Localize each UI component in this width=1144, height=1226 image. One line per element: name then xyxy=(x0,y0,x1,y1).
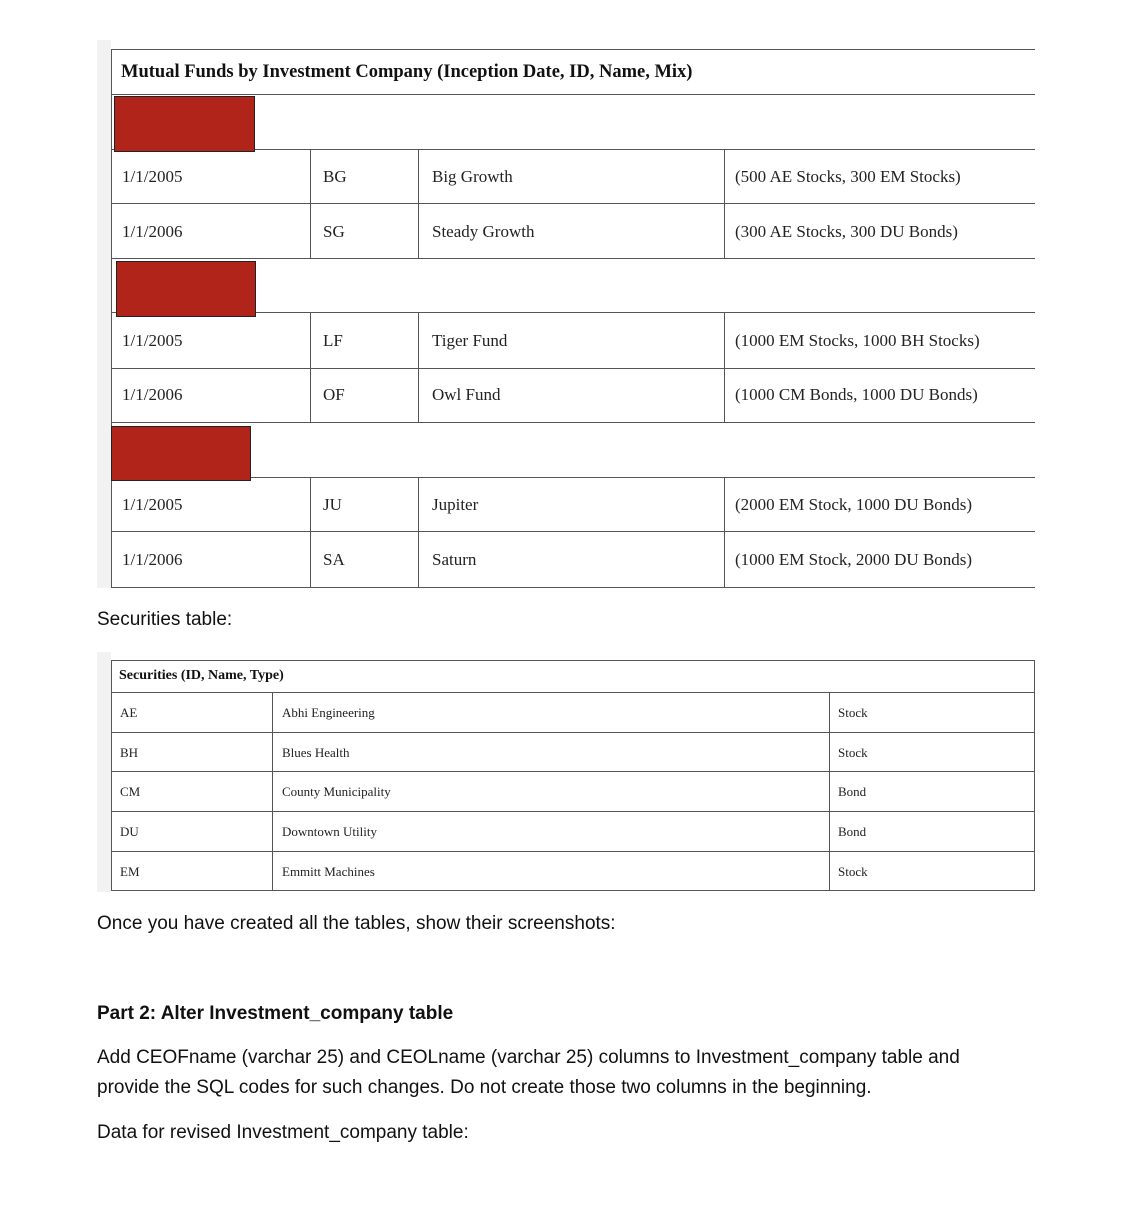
security-type: Bond xyxy=(838,784,867,799)
fund-name: Saturn xyxy=(432,550,477,569)
fund-id: BG xyxy=(323,167,347,186)
fund-mix: (1000 CM Bonds, 1000 DU Bonds) xyxy=(735,385,978,404)
securities-table xyxy=(97,652,1035,892)
fund-name: Owl Fund xyxy=(432,385,501,404)
security-id: BH xyxy=(120,745,139,760)
fund-id: SA xyxy=(323,550,345,569)
security-name: Blues Health xyxy=(282,745,350,760)
part2-heading: Part 2: Alter Investment_company table xyxy=(97,1003,454,1024)
security-name: Abhi Engineering xyxy=(282,705,375,720)
redacted-company-name-2 xyxy=(116,261,256,317)
part2-line-2: provide the SQL codes for such changes. Do not create those two columns in the beginning. xyxy=(97,1077,872,1098)
security-type: Bond xyxy=(838,824,867,839)
fund-date: 1/1/2005 xyxy=(122,331,183,350)
screenshots-instruction: Once you have created all the tables, show their screenshots: xyxy=(97,913,616,934)
security-id: DU xyxy=(120,824,139,839)
security-id: AE xyxy=(120,705,138,720)
security-type: Stock xyxy=(838,705,868,720)
revised-data-label: Data for revised Investment_company table: xyxy=(97,1122,469,1143)
security-type: Stock xyxy=(838,745,868,760)
redacted-company-name-1 xyxy=(114,96,255,152)
fund-name: Jupiter xyxy=(432,495,479,514)
fund-id: SG xyxy=(323,222,345,241)
fund-date: 1/1/2005 xyxy=(122,495,183,514)
fund-id: JU xyxy=(323,495,342,514)
fund-date: 1/1/2006 xyxy=(122,222,183,241)
table-left-margin xyxy=(97,652,111,892)
fund-mix: (1000 EM Stocks, 1000 BH Stocks) xyxy=(735,331,980,350)
securities-table-label: Securities table: xyxy=(97,609,233,630)
fund-name: Big Growth xyxy=(432,167,513,186)
fund-date: 1/1/2006 xyxy=(122,385,183,404)
redacted-company-name-3 xyxy=(111,426,251,481)
fund-mix: (1000 EM Stock, 2000 DU Bonds) xyxy=(735,550,973,569)
fund-mix: (300 AE Stocks, 300 DU Bonds) xyxy=(735,222,958,241)
fund-name: Tiger Fund xyxy=(432,331,508,350)
mutual-funds-title: Mutual Funds by Investment Company (Inception Date, ID, Name, Mix) xyxy=(121,62,693,82)
table-left-margin xyxy=(97,40,111,588)
security-id: EM xyxy=(120,864,140,879)
fund-id: OF xyxy=(323,385,345,404)
fund-mix: (500 AE Stocks, 300 EM Stocks) xyxy=(735,167,961,186)
part2-line-1: Add CEOFname (varchar 25) and CEOLname (varchar 25) columns to Investment_company table and xyxy=(97,1047,960,1068)
fund-id: LF xyxy=(323,331,343,350)
security-name: Downtown Utility xyxy=(282,824,377,839)
mutual-funds-table xyxy=(97,40,1035,588)
security-name: County Municipality xyxy=(282,784,391,799)
security-name: Emmitt Machines xyxy=(282,864,375,879)
fund-name: Steady Growth xyxy=(432,222,535,241)
fund-date: 1/1/2006 xyxy=(122,550,183,569)
fund-mix: (2000 EM Stock, 1000 DU Bonds) xyxy=(735,495,973,514)
securities-title: Securities (ID, Name, Type) xyxy=(119,668,284,683)
security-id: CM xyxy=(120,784,141,799)
fund-date: 1/1/2005 xyxy=(122,167,183,186)
security-type: Stock xyxy=(838,864,868,879)
